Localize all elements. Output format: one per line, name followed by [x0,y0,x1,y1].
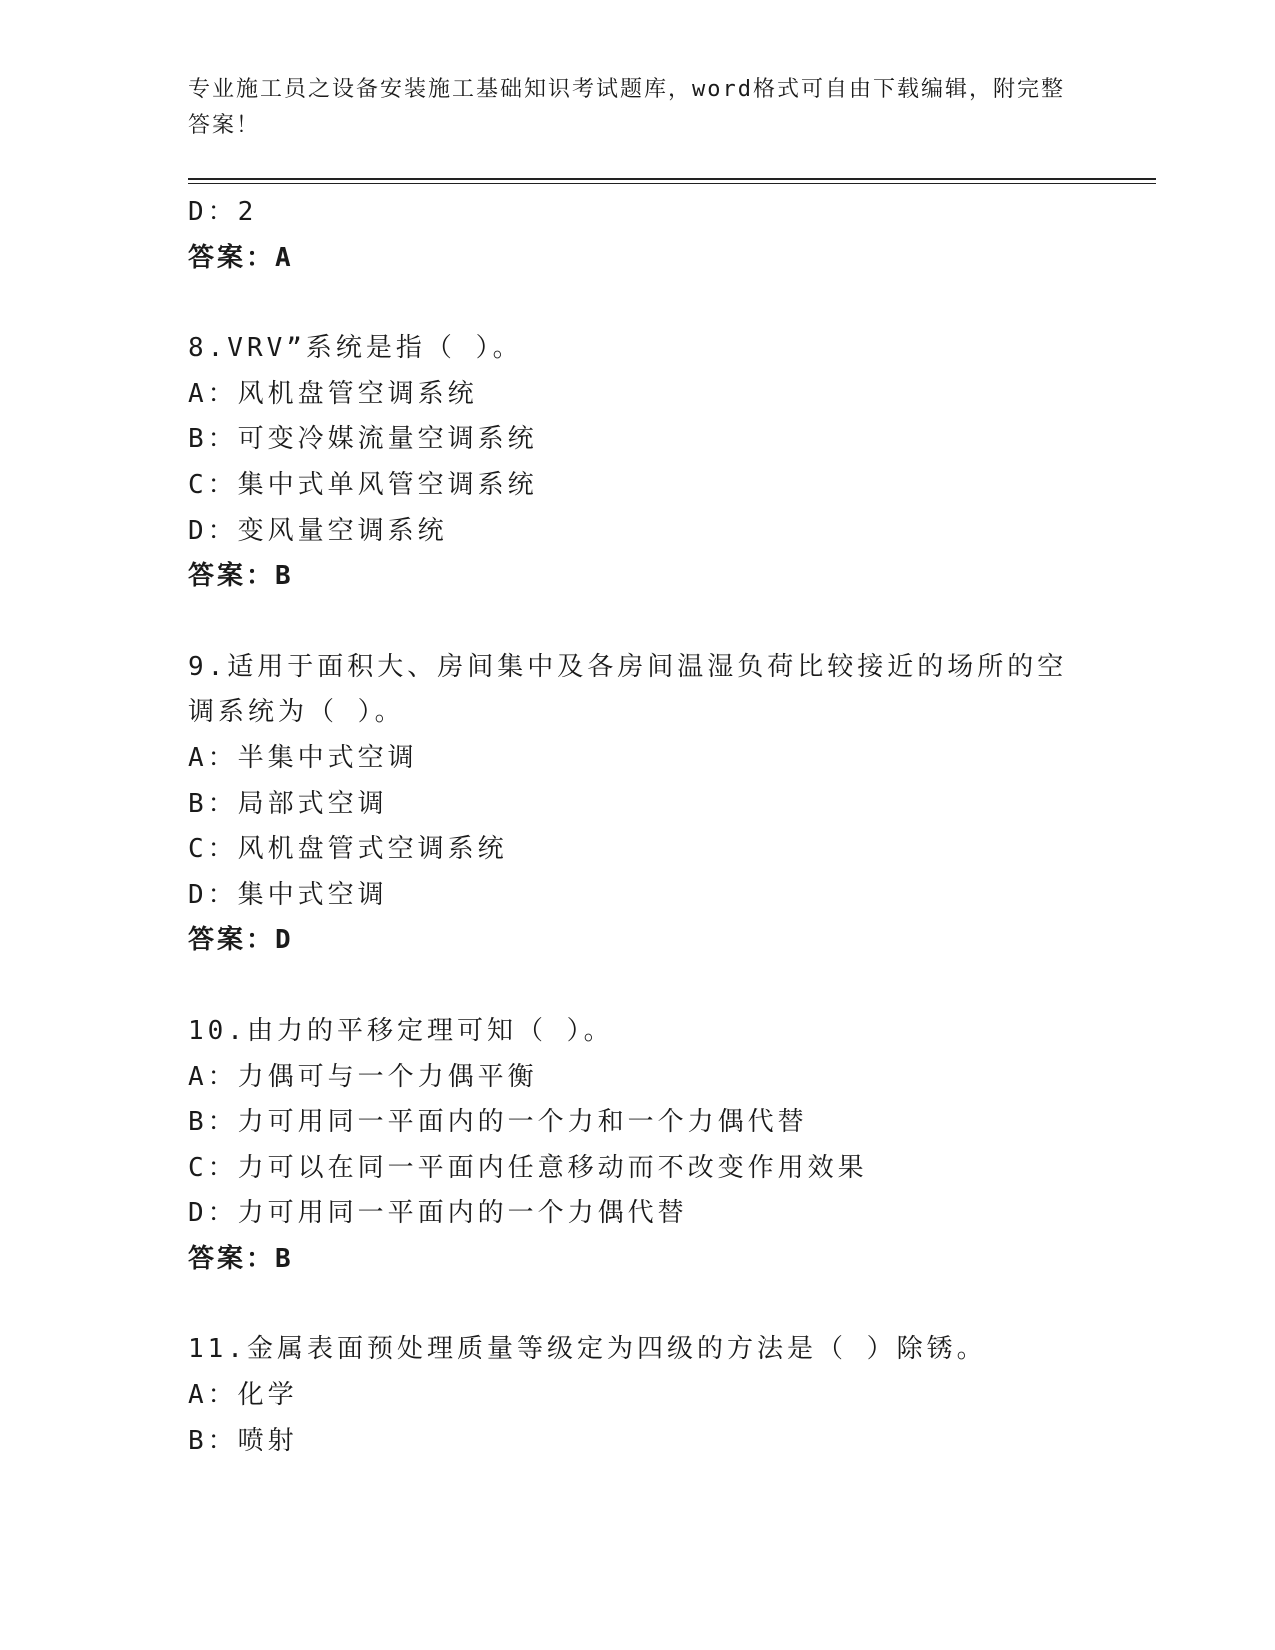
question-block [188,326,1148,600]
answer-line: 答案：A [188,242,294,273]
option-a: A：力偶可与一个力偶平衡 [188,1061,538,1092]
question-text: 9.适用于面积大、房间集中及各房间温湿负荷比较接近的场所的空调系统为（ ）。 [188,651,1068,728]
option-b: B：喷射 [188,1425,298,1456]
question-block [188,645,1148,964]
option-d: D：力可用同一平面内的一个力偶代替 [188,1198,688,1229]
answer-line: 答案：D [188,925,294,956]
question-text: 10.由力的平移定理可知（ ）。 [188,1015,614,1046]
option-c: C：风机盘管式空调系统 [188,834,508,865]
option-a: A：风机盘管空调系统 [188,378,478,409]
question-text: 11.金属表面预处理质量等级定为四级的方法是（ ）除锈。 [188,1334,987,1365]
option-b: B：力可用同一平面内的一个力和一个力偶代替 [188,1107,808,1138]
question-text: 8.VRV”系统是指（ ）。 [188,333,523,364]
option-d: D：2 [188,197,258,227]
option-a: A：化学 [188,1380,298,1411]
question-list [188,190,1148,1464]
option-b: B：可变冷媒流量空调系统 [188,424,538,455]
option-d: D：变风量空调系统 [188,515,448,546]
answer-line: 答案：B [188,1243,294,1274]
option-a: A：半集中式空调 [188,742,418,773]
question-block [188,1009,1148,1283]
question-block [188,1327,1148,1464]
option-c: C：集中式单风管空调系统 [188,469,538,500]
document-header: 专业施工员之设备安装施工基础知识考试题库，word格式可自由下载编辑，附完整答案！ [188,77,1065,138]
header-divider-thin [188,183,1156,184]
header-divider [188,178,1156,180]
option-b: B：局部式空调 [188,788,388,819]
option-c: C：力可以在同一平面内任意移动而不改变作用效果 [188,1152,868,1183]
option-d: D：集中式空调 [188,879,388,910]
answer-line: 答案：B [188,561,294,592]
question-block [188,190,1148,281]
